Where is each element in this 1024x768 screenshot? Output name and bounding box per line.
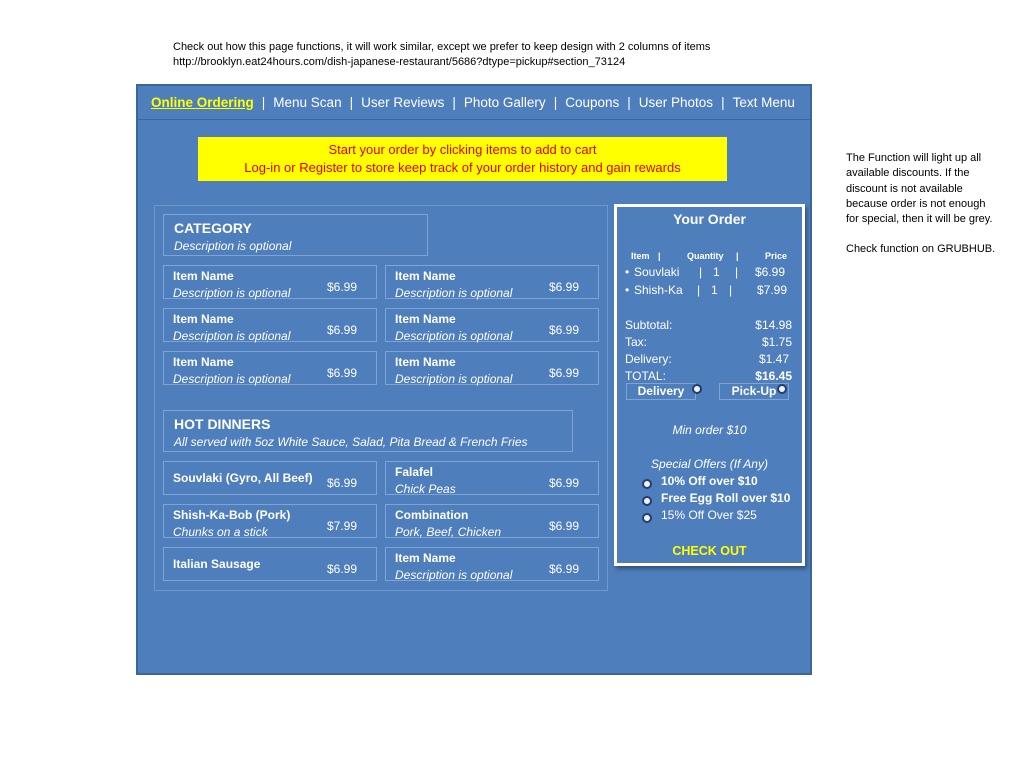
page-note-line: Check out how this page functions, it will work similar, except we prefer to keep design with 2 columns of items	[173, 41, 711, 53]
category-description: Description is optional	[174, 239, 292, 253]
item-price: $6.99	[549, 280, 580, 294]
min-order-note: Min order $10	[672, 423, 747, 437]
side-note-discounts: The Function will light up all available discounts. If the discount is not available because order is not enough for special, then it will be grey.	[846, 152, 993, 226]
offer-label: 15% Off Over $25	[661, 508, 757, 522]
tax-value: $1.75	[761, 335, 792, 349]
subtotal-value: $14.98	[755, 318, 792, 332]
total-label: TOTAL:	[625, 369, 666, 383]
order-line-separator: |	[729, 283, 733, 297]
menu-item[interactable]	[163, 351, 377, 385]
item-description: Description is optional	[395, 286, 513, 300]
order-header-price: Price	[765, 251, 788, 261]
item-price: $6.99	[549, 519, 580, 533]
delivery-fee-value: $1.47	[758, 352, 789, 366]
category-header	[163, 214, 428, 256]
item-name: Item Name	[173, 312, 234, 326]
item-name: Italian Sausage	[173, 557, 261, 571]
order-header-separator: |	[736, 251, 739, 261]
tab-user-reviews[interactable]: User Reviews	[361, 95, 445, 110]
category-title: CATEGORY	[174, 220, 252, 236]
item-name: Souvlaki (Gyro, All Beef)	[173, 471, 313, 485]
order-line-separator: |	[697, 283, 701, 297]
item-name: Item Name	[395, 355, 456, 369]
delivery-fee-label: Delivery:	[625, 352, 672, 366]
order-line-quantity: 1	[713, 265, 720, 279]
menu-item[interactable]	[163, 265, 377, 299]
menu-item[interactable]	[385, 351, 599, 385]
item-description: Chick Peas	[395, 482, 456, 496]
offer-radio[interactable]	[642, 479, 652, 489]
item-price: $6.99	[327, 366, 358, 380]
checkout-button[interactable]: CHECK OUT	[672, 544, 747, 558]
order-line-name: Souvlaki	[634, 265, 680, 279]
order-title: Your Order	[673, 211, 746, 227]
tax-row	[625, 335, 792, 349]
order-header-separator: |	[658, 251, 661, 261]
offer-label: Free Egg Roll over $10	[661, 491, 791, 505]
tab-text-menu[interactable]: Text Menu	[732, 95, 795, 110]
menu-item[interactable]	[385, 308, 599, 342]
item-price: $6.99	[327, 562, 358, 576]
order-header-item: Item	[631, 251, 650, 261]
special-offers-title: Special Offers (If Any)	[651, 457, 768, 471]
offer-radio[interactable]	[642, 496, 652, 506]
banner-line-order: Start your order by clicking items to add to cart	[328, 142, 597, 157]
item-name: Combination	[395, 508, 469, 522]
page-note	[173, 40, 710, 70]
item-description: Description is optional	[173, 329, 291, 343]
item-price: $6.99	[549, 323, 580, 337]
order-line-separator: |	[699, 265, 703, 279]
tab-separator: |	[721, 95, 725, 110]
item-price: $6.99	[549, 562, 580, 576]
tab-separator: |	[452, 95, 456, 110]
menu-item[interactable]	[385, 547, 599, 581]
item-name: Item Name	[395, 269, 456, 283]
menu-item[interactable]	[163, 504, 377, 538]
menu-item[interactable]	[385, 461, 599, 495]
item-price: $6.99	[549, 366, 580, 380]
order-line-quantity: 1	[711, 283, 718, 297]
item-description: Description is optional	[395, 372, 513, 386]
tab-separator: |	[553, 95, 558, 110]
pickup-option[interactable]: Pick-Up	[719, 383, 789, 400]
item-description: Chunks on a stick	[173, 525, 268, 539]
order-line-bullet: •	[625, 283, 630, 297]
subtotal-row	[625, 318, 792, 332]
pickup-radio[interactable]	[777, 384, 787, 394]
order-line-separator: |	[735, 265, 739, 279]
tab-separator: |	[627, 95, 631, 110]
tab-photo-gallery[interactable]: Photo Gallery	[463, 95, 546, 110]
delivery-option[interactable]: Delivery	[626, 383, 696, 400]
item-price: $6.99	[327, 476, 358, 490]
item-description: Description is optional	[395, 568, 513, 582]
menu-item[interactable]	[385, 265, 599, 299]
item-price: $7.99	[327, 519, 358, 533]
ordering-panel	[136, 84, 812, 675]
tab-coupons[interactable]: Coupons	[565, 95, 620, 110]
order-line-price: $7.99	[757, 283, 788, 297]
menu-item[interactable]	[385, 504, 599, 538]
side-note-grubhub: Check function on GRUBHUB.	[846, 243, 996, 256]
tab-bar	[138, 86, 810, 120]
banner-line-register: Log-in or Register to store keep track of your order history and gain rewards	[244, 160, 681, 175]
item-price: $6.99	[327, 323, 358, 337]
category-description: All served with 5oz White Sauce, Salad, Pita Bread & French Fries	[174, 435, 528, 449]
tab-separator: |	[261, 95, 266, 110]
item-description: Description is optional	[395, 329, 513, 343]
tab-user-photos[interactable]: User Photos	[638, 95, 714, 110]
side-note	[846, 151, 996, 273]
offer-label: 10% Off over $10	[661, 474, 758, 488]
delivery-fee-row	[625, 352, 792, 366]
tax-label: Tax:	[625, 335, 648, 349]
order-line-name: Shish-Ka	[634, 283, 683, 297]
category-header	[163, 410, 573, 452]
item-price: $6.99	[549, 476, 580, 490]
total-row	[625, 369, 792, 383]
menu-item[interactable]	[163, 547, 377, 581]
tab-menu-scan[interactable]: Menu Scan	[273, 95, 342, 110]
item-name: Item Name	[173, 269, 234, 283]
item-description: Description is optional	[173, 286, 291, 300]
item-name: Item Name	[173, 355, 234, 369]
item-price: $6.99	[327, 280, 358, 294]
offer-radio[interactable]	[642, 513, 652, 523]
category-title: HOT DINNERS	[174, 416, 271, 432]
order-line-bullet: •	[625, 265, 630, 279]
item-description: Description is optional	[173, 372, 291, 386]
item-name: Shish-Ka-Bob (Pork)	[173, 508, 291, 522]
menu-area	[154, 205, 608, 591]
subtotal-label: Subtotal:	[625, 318, 673, 332]
tab-online-ordering[interactable]: Online Ordering	[151, 95, 254, 110]
delivery-radio[interactable]	[692, 384, 702, 394]
order-cart	[614, 204, 805, 566]
page-note-url: http://brooklyn.eat24hours.com/dish-japanese-restaurant/5686?dtype=pickup#section_73124	[173, 56, 626, 68]
item-name: Falafel	[395, 465, 434, 479]
item-name: Item Name	[395, 312, 456, 326]
order-header-quantity: Quantity	[687, 251, 724, 261]
menu-item[interactable]	[163, 461, 377, 495]
total-value: $16.45	[755, 369, 792, 383]
menu-item[interactable]	[163, 308, 377, 342]
instruction-banner	[198, 137, 727, 181]
order-line-price: $6.99	[755, 265, 786, 279]
item-description: Pork, Beef, Chicken	[395, 525, 502, 539]
tab-separator: |	[349, 95, 354, 110]
item-name: Item Name	[395, 551, 456, 565]
